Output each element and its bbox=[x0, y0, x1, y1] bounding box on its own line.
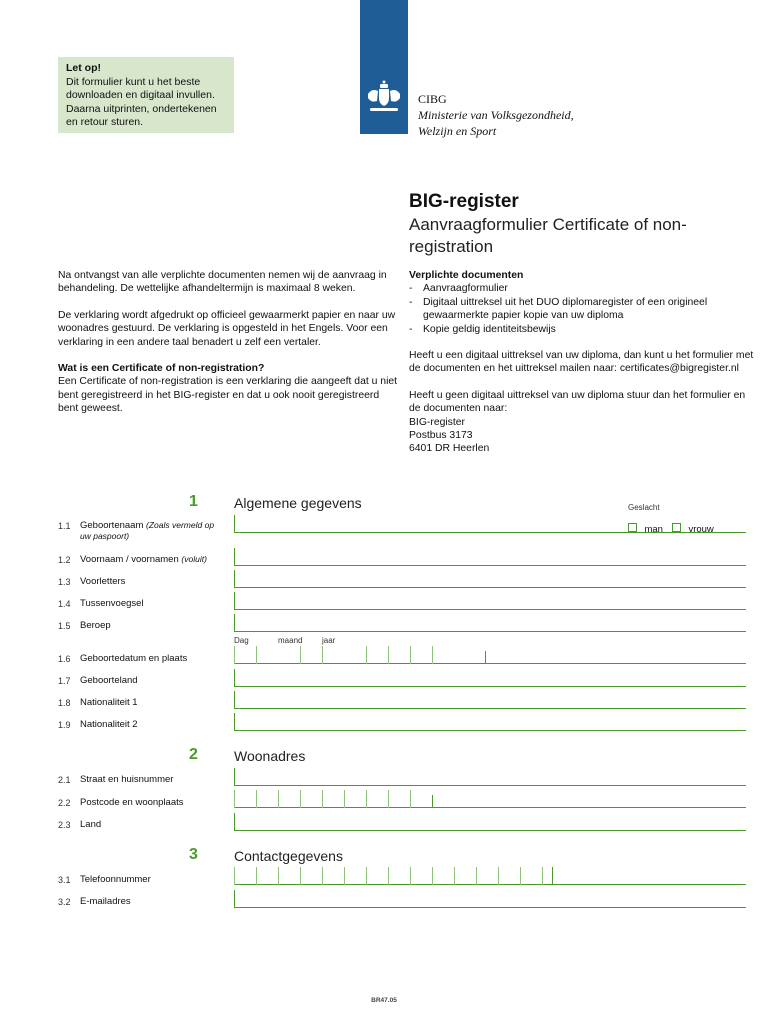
prefix-input[interactable] bbox=[234, 592, 746, 610]
notice-line: en retour sturen. bbox=[66, 116, 144, 128]
date-month-caption: maand bbox=[278, 636, 303, 645]
field-label-birth-name bbox=[80, 520, 220, 542]
intro-paragraph: De verklaring wordt afgedrukt op officieel gewaarmerkt papier en naar uw woonadres gestuurd. De verklaring is opgesteld in het Engels. Voor een verklaring in een andere taal benadert u zelf een vertaler. bbox=[58, 309, 396, 348]
initials-input[interactable] bbox=[234, 570, 746, 588]
date-day-caption: Dag bbox=[234, 636, 249, 645]
digit-box[interactable] bbox=[278, 790, 289, 808]
address-line: Postbus 3173 bbox=[409, 430, 473, 442]
digit-box[interactable] bbox=[300, 646, 311, 664]
digit-box[interactable] bbox=[234, 790, 245, 808]
documents-list bbox=[409, 282, 754, 336]
post-instructions: Heeft u geen digitaal uittreksel van uw diploma stuur dan het formulier en de documenten naar: bbox=[409, 389, 746, 415]
place-field-start[interactable] bbox=[485, 651, 486, 664]
row-number: 1.7 bbox=[58, 676, 71, 686]
field-label-street: Straat en huisnummer bbox=[80, 774, 174, 785]
notice-line: Daarna uitprinten, ondertekenen bbox=[66, 102, 217, 115]
field-label-nationality-1: Nationaliteit 1 bbox=[80, 697, 138, 708]
digit-box[interactable] bbox=[234, 867, 245, 885]
country-input[interactable] bbox=[234, 813, 746, 831]
digit-box[interactable] bbox=[366, 867, 377, 885]
field-label-profession: Beroep bbox=[80, 620, 111, 631]
digit-box[interactable] bbox=[256, 790, 267, 808]
digit-box[interactable] bbox=[388, 646, 399, 664]
row-number: 1.8 bbox=[58, 698, 71, 708]
field-label-prefix: Tussenvoegsel bbox=[80, 598, 144, 609]
row-number: 2.3 bbox=[58, 820, 71, 830]
digit-box[interactable] bbox=[322, 646, 333, 664]
digit-box[interactable] bbox=[388, 790, 399, 808]
question-heading: Wat is een Certificate of non-registration? bbox=[58, 363, 265, 375]
field-label-first-names bbox=[80, 554, 220, 565]
nationality-2-input[interactable] bbox=[234, 713, 746, 731]
list-item: - Aanvraagformulier bbox=[409, 282, 754, 295]
list-item: - Kopie geldig identiteitsbewijs bbox=[409, 323, 754, 336]
profession-input[interactable] bbox=[234, 614, 746, 632]
digit-box[interactable] bbox=[300, 867, 311, 885]
digit-box[interactable] bbox=[498, 867, 509, 885]
digit-box[interactable] bbox=[322, 867, 333, 885]
digit-box[interactable] bbox=[388, 867, 399, 885]
field-label-phone: Telefoonnummer bbox=[80, 874, 151, 885]
field-label-nationality-2: Nationaliteit 2 bbox=[80, 719, 138, 730]
city-field-start[interactable] bbox=[432, 795, 433, 808]
birth-date-place-input[interactable] bbox=[234, 646, 746, 664]
birth-name-input[interactable] bbox=[234, 515, 746, 533]
section-number: 2 bbox=[189, 746, 198, 763]
ministry-line: Ministerie van Volksgezondheid, bbox=[418, 108, 574, 122]
field-label-birth-date-place: Geboortedatum en plaats bbox=[80, 653, 188, 664]
digit-box[interactable] bbox=[322, 790, 333, 808]
page-title: BIG-register bbox=[409, 191, 519, 212]
notice-line: Dit formulier kunt u het beste bbox=[66, 75, 201, 88]
email-input[interactable] bbox=[234, 890, 746, 908]
digit-box[interactable] bbox=[432, 867, 443, 885]
date-year-caption: jaar bbox=[322, 636, 336, 645]
checkbox-label: man bbox=[644, 524, 663, 535]
documents-heading: Verplichte documenten bbox=[409, 270, 524, 281]
question-answer: Een Certificate of non-registration is een verklaring die aangeeft dat u niet bent geregistreerd in het BIG-register en dat u ook nooit geregistreerd bent geweest. bbox=[58, 376, 398, 415]
digit-box[interactable] bbox=[278, 867, 289, 885]
street-input[interactable] bbox=[234, 768, 746, 786]
row-number: 1.2 bbox=[58, 555, 71, 565]
field-label-email: E-mailadres bbox=[80, 896, 131, 907]
digit-box[interactable] bbox=[366, 646, 377, 664]
digit-box[interactable] bbox=[410, 867, 421, 885]
label-text: Voornaam / voornamen bbox=[80, 554, 179, 565]
notice-box bbox=[58, 57, 234, 133]
digit-box[interactable] bbox=[410, 790, 421, 808]
org-name: CIBG bbox=[418, 92, 447, 106]
first-names-input[interactable] bbox=[234, 548, 746, 566]
address-line: BIG-register bbox=[409, 416, 466, 428]
coat-of-arms-icon bbox=[360, 0, 408, 134]
row-number: 1.3 bbox=[58, 577, 71, 587]
list-item: - Digitaal uittreksel uit het DUO diplomaregister of een origineel gewaarmerkte papier kopie van uw diploma bbox=[409, 296, 754, 323]
row-number: 2.1 bbox=[58, 775, 71, 785]
phone-input[interactable] bbox=[234, 867, 746, 885]
label-note: (voluit) bbox=[181, 554, 207, 564]
address-line: 6401 DR Heerlen bbox=[409, 443, 490, 455]
row-number: 1.4 bbox=[58, 599, 71, 609]
birth-country-input[interactable] bbox=[234, 669, 746, 687]
row-number: 3.2 bbox=[58, 897, 71, 907]
intro-paragraph: Na ontvangst van alle verplichte documenten nemen wij de aanvraag in behandeling. De wettelijke afhandeltermijn is maximaal 8 weken. bbox=[58, 270, 387, 295]
label-text: Geboortenaam bbox=[80, 520, 144, 531]
intro-text bbox=[58, 269, 398, 429]
row-number: 2.2 bbox=[58, 798, 71, 808]
digit-box[interactable] bbox=[410, 646, 421, 664]
logo-bar bbox=[360, 0, 408, 134]
digit-box[interactable] bbox=[344, 790, 355, 808]
email-instructions: Heeft u een digitaal uittreksel van uw diploma, dan kunt u het formulier met de documenten en het uittreksel mailen naar: certificates@bigregister.nl bbox=[409, 350, 754, 375]
documents-text bbox=[409, 269, 754, 456]
row-number: 1.1 bbox=[58, 521, 71, 531]
section-title: Algemene gegevens bbox=[234, 495, 362, 511]
digit-box[interactable] bbox=[366, 790, 377, 808]
field-label-postcode-city: Postcode en woonplaats bbox=[80, 797, 184, 808]
digit-box[interactable] bbox=[476, 867, 487, 885]
field-label-country: Land bbox=[80, 819, 102, 830]
ministry-logo-text bbox=[418, 91, 574, 139]
section-number: 1 bbox=[189, 493, 198, 510]
field-label-birth-country: Geboorteland bbox=[80, 675, 138, 686]
digit-box[interactable] bbox=[300, 790, 311, 808]
section-title: Contactgegevens bbox=[234, 848, 343, 864]
postcode-city-input[interactable] bbox=[234, 790, 746, 808]
form-code: BR47.05 bbox=[371, 997, 397, 1004]
digit-box[interactable] bbox=[234, 646, 245, 664]
notice-line: downloaden en digitaal invullen. bbox=[66, 89, 215, 101]
digit-box[interactable] bbox=[256, 867, 267, 885]
nationality-1-input[interactable] bbox=[234, 691, 746, 709]
notice-heading: Let op! bbox=[66, 62, 101, 74]
section-number: 3 bbox=[189, 846, 198, 863]
gender-label: Geslacht bbox=[628, 503, 660, 512]
checkbox-label: vrouw bbox=[688, 524, 714, 535]
digit-box[interactable] bbox=[256, 646, 267, 664]
digit-box[interactable] bbox=[520, 867, 531, 885]
digit-box[interactable] bbox=[344, 867, 355, 885]
row-number: 3.1 bbox=[58, 875, 71, 885]
row-number: 1.5 bbox=[58, 621, 71, 631]
digit-box[interactable] bbox=[432, 646, 443, 664]
page-subtitle: Aanvraagformulier Certificate of non-registration bbox=[409, 215, 687, 256]
field-label-initials: Voorletters bbox=[80, 576, 126, 587]
label-note: (Zoals vermeld op uw paspoort) bbox=[80, 520, 215, 541]
row-number: 1.6 bbox=[58, 654, 71, 664]
digit-box[interactable] bbox=[454, 867, 465, 885]
section-title: Woonadres bbox=[234, 748, 306, 764]
ministry-line: Welzijn en Sport bbox=[418, 124, 497, 138]
digit-box[interactable] bbox=[542, 867, 553, 885]
row-number: 1.9 bbox=[58, 720, 71, 730]
